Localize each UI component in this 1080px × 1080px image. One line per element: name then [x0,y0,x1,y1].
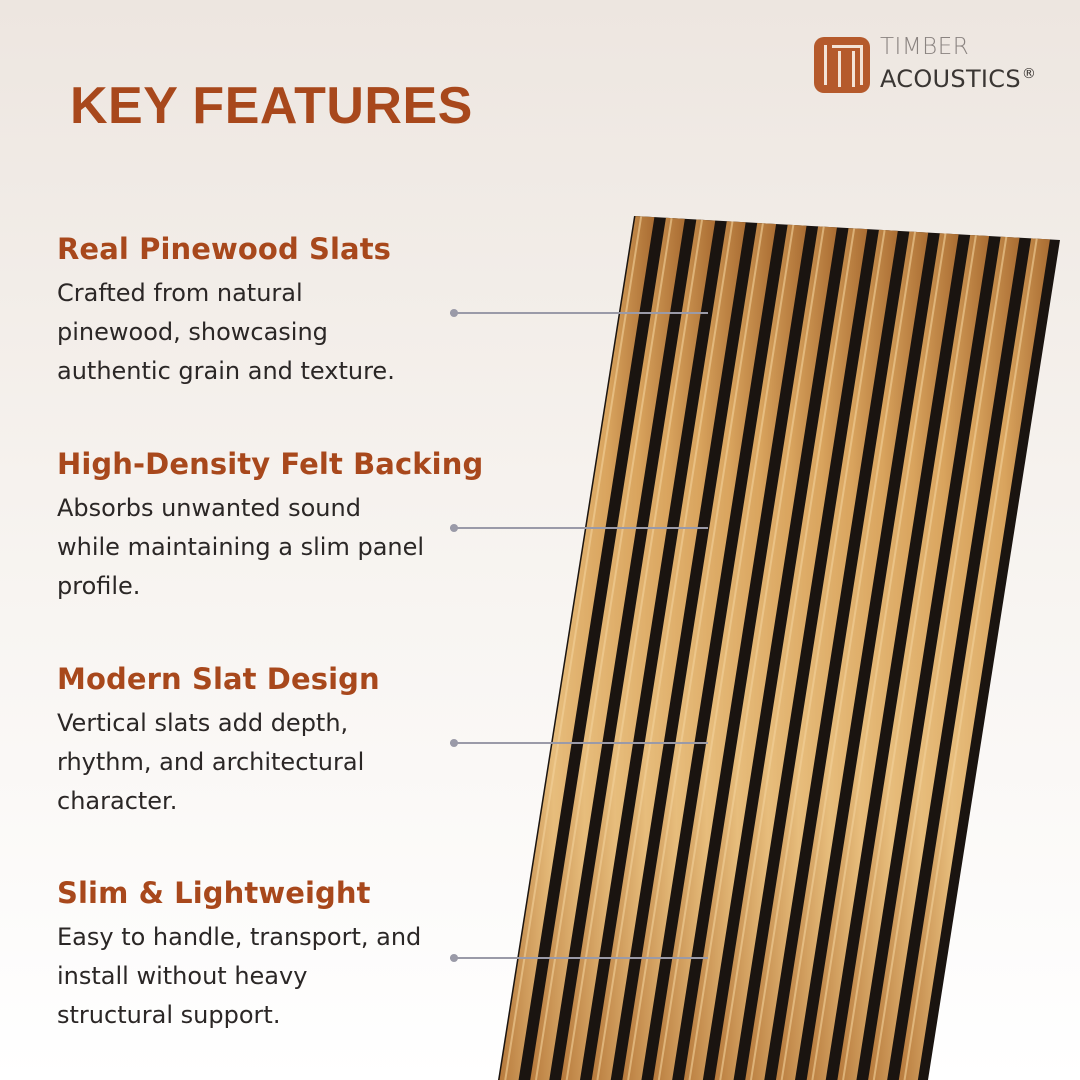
brand-name-acoustics: ACOUSTICS [880,65,1021,93]
feature-heading: Slim & Lightweight [57,876,371,910]
callout-dot [450,954,458,962]
callout-line [450,742,708,744]
feature-item [57,232,497,391]
callout-line [450,312,708,314]
feature-item [57,876,497,1035]
feature-description: Vertical slats add depth, rhythm, and architectural character. [57,709,365,815]
feature-heading: Real Pinewood Slats [57,232,392,266]
feature-item [57,447,497,606]
feature-description: Crafted from natural pinewood, showcasing authentic grain and texture. [57,279,395,385]
callout-dot [450,739,458,747]
callout-dot [450,309,458,317]
feature-description: Easy to handle, transport, and install without heavy structural support. [57,923,422,1029]
callout-line [450,957,708,959]
feature-heading: Modern Slat Design [57,662,380,696]
page-title: KEY FEATURES [70,77,473,135]
callout-line [450,527,708,529]
callout-dot [450,524,458,532]
registered-mark: ® [1021,66,1037,82]
feature-heading: High-Density Felt Backing [57,447,484,481]
brand-name-line1: TIMBER [880,34,970,60]
feature-description: Absorbs unwanted sound while maintaining a slim panel profile. [57,494,425,600]
feature-item [57,662,497,821]
